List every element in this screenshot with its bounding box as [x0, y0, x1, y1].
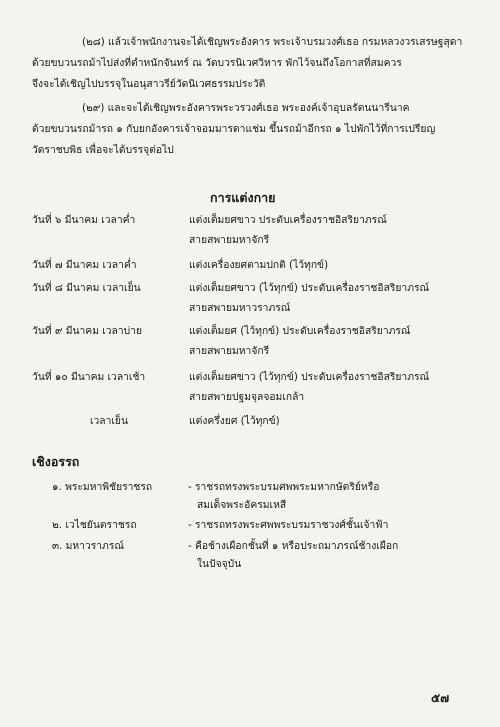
dress-entry-what: [189, 278, 482, 318]
dress-entry-line: แต่งเต็มยศขาว (ไว้ทุกข์) ประดับเครื่องราชอิสริยาภรณ์: [189, 282, 430, 294]
note-definition: [188, 478, 379, 514]
dress-entry-line: แต่งเต็มยศขาว ประดับเครื่องราชอิสริยาภรณ์: [189, 214, 387, 226]
note-definition-line: ในปัจจุบัน: [197, 558, 242, 570]
dress-entry-what: [189, 321, 482, 361]
dress-entry-line: สายสพายปฐมจุลจอมเกล้า: [189, 391, 305, 403]
dress-entry-when: วันที่ ๖ มีนาคม เวลาค่ำ: [32, 214, 136, 226]
paragraph-line: ด้วยขบวนรถม้าไปส่งที่ตำหนักจันทร์ ณ วัดบวรนิเวศวิหาร พักไว้จนถึงโอกาสที่สมควร: [32, 57, 402, 69]
dress-entry-when: วันที่ ๑๐ มีนาคม เวลาเช้า: [32, 371, 146, 383]
paragraph-29: [32, 98, 480, 161]
dress-entry-what: [189, 367, 482, 407]
dress-section-title: การแต่งกาย: [210, 190, 276, 205]
note-term: ๒. เวไชยันตราชรถ: [52, 519, 137, 531]
paragraph-28: [32, 32, 480, 95]
notes-section-title: เชิงอรรถ: [32, 454, 80, 469]
dress-entry-when: วันที่ ๙ มีนาคม เวลาบ่าย: [32, 325, 142, 337]
note-term: ๑. พระมหาพิชัยราชรถ: [52, 481, 153, 493]
paragraph-line: วัดราชบพิธ เพื่อจะได้บรรจุต่อไป: [32, 144, 174, 156]
dress-entry-line: สายสพายมหาจักรี: [189, 234, 270, 246]
dress-entry-line: แต่งเต็มยศขาว (ไว้ทุกข์) ประดับเครื่องราชอิสริยาภรณ์: [189, 371, 430, 383]
dress-entry-line: แต่งเครื่องยศตามปกติ (ไว้ทุกข์): [189, 259, 329, 271]
dress-entry-line: แต่งครึ่งยศ (ไว้ทุกข์): [189, 415, 280, 427]
dress-entry-when: วันที่ ๘ มีนาคม เวลาเย็น: [32, 282, 141, 294]
dress-entry-line: แต่งเต็มยศ (ไว้ทุกข์) ประดับเครื่องราชอิสริยาภรณ์: [189, 325, 411, 337]
dress-entry-what: [189, 210, 482, 250]
paragraph-line: (๒๙) และจะได้เชิญพระอังคารพระวรวงศ์เธอ พระองค์เจ้าอุบลรัตนนารีนาค: [82, 102, 410, 114]
note-definition-line: - คือช้างเผือกชั้นที่ ๑ หรือประถมาภรณ์ช้างเผือก: [188, 540, 399, 552]
note-definition-line: - ราชรถทรงพระบรมศพพระมหากษัตริย์หรือ: [188, 481, 380, 493]
note-definition-line: - ราชรถทรงพระศพพระบรมราชวงศ์ชั้นเจ้าฟ้า: [188, 519, 389, 531]
dress-entry-when: เวลาเย็น: [90, 415, 128, 427]
note-term: ๓. มหาวราภรณ์: [52, 540, 124, 552]
dress-entry-when: วันที่ ๗ มีนาคม เวลาค่ำ: [32, 259, 137, 271]
page-number: ๕๗: [431, 691, 450, 705]
paragraph-line: จึงจะได้เชิญไปบรรจุในอนุสาวรีย์วัดนิเวศธรรมประวัติ: [32, 78, 266, 90]
note-definition-line: สมเด็จพระอัครมเหสี: [197, 499, 287, 511]
dress-entry-what: [189, 255, 482, 275]
paragraph-line: ด้วยขบวนรถม้ารถ ๑ กับยกอังคารเจ้าจอมมารดาแช่ม ขึ้นรถม้าอีกรถ ๑ ไปพักไว้ที่การเปรียญ: [32, 123, 436, 135]
dress-entry-line: สายสพายมหาจักรี: [189, 345, 270, 357]
dress-entry-line: สายสพายมหาวราภรณ์: [189, 302, 291, 314]
note-definition: [188, 537, 398, 573]
paragraph-line: (๒๘) แล้วเจ้าพนักงานจะได้เชิญพระอังคาร พระเจ้าบรมวงศ์เธอ กรมหลวงวรเสรษฐสุดา: [82, 36, 463, 48]
dress-entry-what: [189, 411, 482, 431]
note-definition: [188, 516, 388, 534]
